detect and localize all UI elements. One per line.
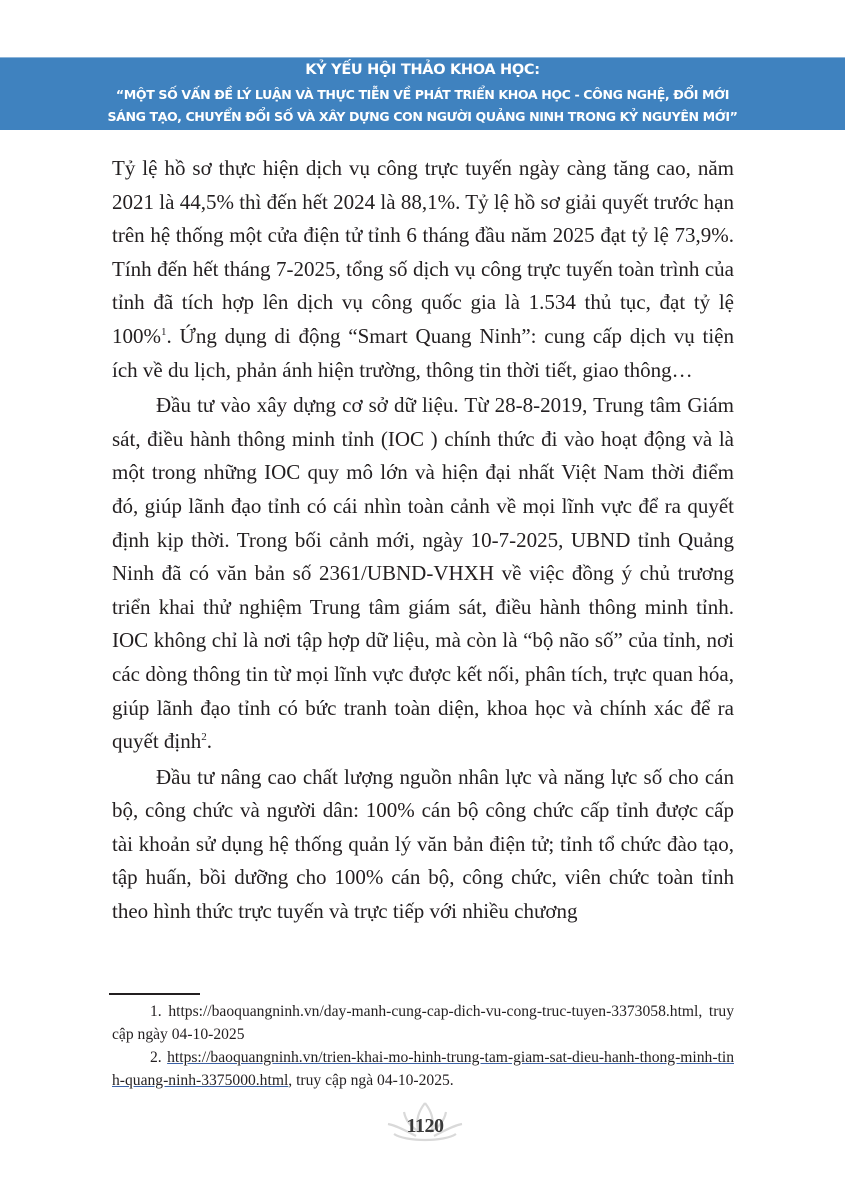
footnote-access-date: , truy cập ngày 04-10-2025 bbox=[112, 1003, 734, 1043]
paragraph-text: . Ứng dụng di động “Smart Quang Ninh”: cung cấp dịch vụ tiện ích về du lịch, phản ánh hiện trường, thông tin thời tiết, giao thông… bbox=[112, 323, 734, 382]
footnote-ref-2[interactable]: 2 bbox=[201, 731, 207, 744]
paragraph-text: Đầu tư nâng cao chất lượng nguồn nhân lực và năng lực số cho cán bộ, công chức và người dân: 100% cán bộ công chức cấp tỉnh được cấp tài khoản sử dụng hệ thống quản lý văn bản điện tử; tỉnh tổ chức đào tạo, tập huấn, bồi dưỡng cho 100% cán bộ, công chức, viên chức toàn tỉnh theo hình thức trực tuyến và trực tiếp với nhiều chương bbox=[112, 764, 734, 924]
paragraph-text: Đầu tư vào xây dựng cơ sở dữ liệu. Từ 28-8-2019, Trung tâm Giám sát, điều hành thông minh tỉnh (IOC ) chính thức đi vào hoạt động và là một trong những IOC quy mô lớn và hiện đại nhất Việt Nam thời điểm đó, giúp lãnh đạo tỉnh có cái nhìn toàn cảnh về mọi lĩnh vực để ra quyết định kịp thời. Trong bối cảnh mới, ngày 10-7-2025, UBND tỉnh Quảng Ninh đã có văn bản số 2361/UBND-VHXH về việc đồng ý chủ trương triển khai thử nghiệm Trung tâm giám sát, điều hành thông minh tỉnh. IOC không chỉ là nơi tập hợp dữ liệu, mà còn là “bộ não số” của tỉnh, nơi các dòng thông tin từ mọi lĩnh vực được kết nối, phân tích, trực quan hóa, giúp lãnh đạo tỉnh có bức tranh toàn diện, khoa học và chính xác để ra quyết định bbox=[112, 393, 734, 754]
paragraph-text: . bbox=[206, 729, 212, 754]
footnote-2 bbox=[112, 1047, 734, 1092]
footnote-divider bbox=[109, 993, 200, 995]
paragraph-1 bbox=[112, 152, 734, 387]
paragraph-3 bbox=[112, 761, 734, 929]
header-band bbox=[0, 57, 845, 130]
footnotes bbox=[112, 1001, 734, 1092]
footnote-1 bbox=[112, 1001, 734, 1046]
header-title: KỶ YẾU HỘI THẢO KHOA HỌC: bbox=[305, 62, 540, 78]
footnote-link[interactable]: https://baoquangninh.vn/trien-khai-mo-hinh-trung-tam-giam-sat-dieu-hanh-thong-minh-tinh-quang-ninh-3375000.html bbox=[112, 1049, 734, 1089]
footnote-access-date: , truy cập ngà 04-10-2025. bbox=[288, 1071, 454, 1089]
body-text bbox=[112, 152, 734, 929]
paragraph-text: Tỷ lệ hồ sơ thực hiện dịch vụ công trực tuyến ngày càng tăng cao, năm 2021 là 44,5% thì đến hết 2024 là 88,1%. Tỷ lệ hồ sơ giải quyết trước hạn trên hệ thống một cửa điện tử tỉnh 6 tháng đầu năm 2025 đạt tỷ lệ 73,9%. Tính đến hết tháng 7-2025, tổng số dịch vụ công trực tuyến toàn trình của tỉnh đã tích hợp lên dịch vụ công quốc gia là 1.534 thủ tục, đạt tỷ lệ 100% bbox=[112, 156, 734, 348]
footnote-number: 1. bbox=[150, 1003, 162, 1020]
page-footer bbox=[382, 1100, 468, 1144]
footnote-url: https://baoquangninh.vn/day-manh-cung-cap-dich-vu-cong-truc-tuyen-3373058.html bbox=[168, 1003, 699, 1020]
footnote-ref-1[interactable]: 1 bbox=[161, 325, 167, 338]
header-subtitle-line-1: “MỘT SỐ VẤN ĐỀ LÝ LUẬN VÀ THỰC TIỄN VỀ PHÁT TRIỂN KHOA HỌC - CÔNG NGHỆ, ĐỔI MỚI bbox=[115, 87, 730, 102]
header-subtitle-line-2: SÁNG TẠO, CHUYỂN ĐỔI SỐ VÀ XÂY DỰNG CON NGƯỜI QUẢNG NINH TRONG KỶ NGUYÊN MỚI” bbox=[107, 109, 738, 124]
footnote-number: 2. bbox=[150, 1049, 162, 1066]
paragraph-2 bbox=[112, 389, 734, 759]
page-number: 1120 bbox=[406, 1115, 444, 1137]
